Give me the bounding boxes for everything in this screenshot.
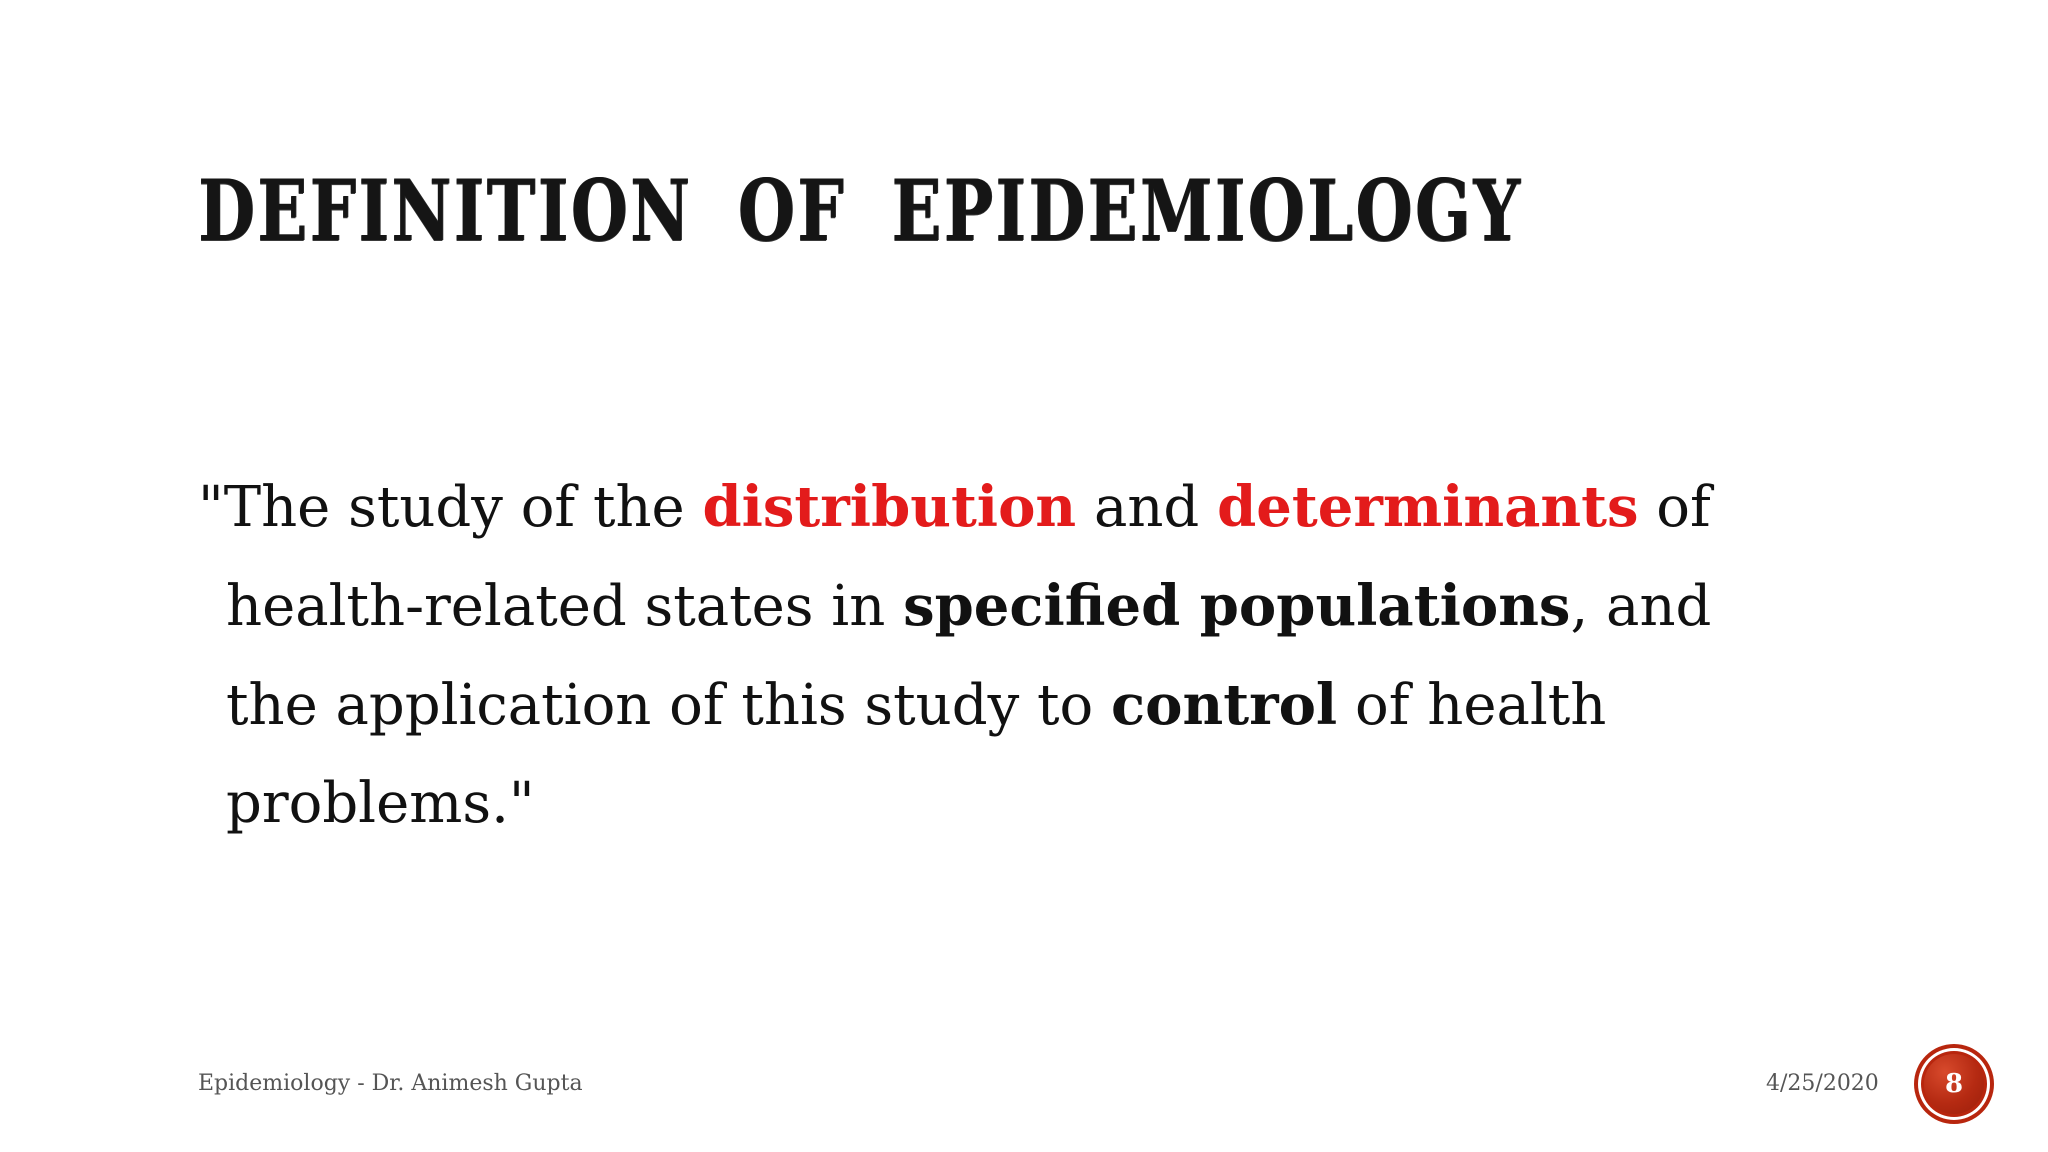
quote-text: the application of this study to [226, 673, 1112, 738]
title-word-epidemiology: EPIDEMIOLOGY [891, 161, 1523, 260]
footer-date: 4/25/2020 [1766, 1071, 1879, 1096]
page-number-badge [1918, 1048, 1990, 1120]
highlight-distribution: distribution [702, 474, 1077, 540]
bold-specified-populations: specified populations [903, 573, 1571, 639]
bold-control: control [1111, 672, 1338, 738]
quote-text: health-related states in [226, 574, 904, 639]
quote-text: of health [1337, 673, 1607, 738]
title-word-definition: DEFINITION [198, 161, 693, 260]
title-word-of: OF [737, 161, 846, 260]
quote-text: of [1638, 475, 1711, 540]
quote-line-1 [198, 458, 1858, 557]
highlight-determinants: determinants [1217, 474, 1639, 540]
quote-text: , and [1570, 574, 1712, 639]
footer-author: Epidemiology - Dr. Animesh Gupta [198, 1071, 583, 1096]
slide-title [198, 155, 1522, 267]
quote-text: "The study of the [198, 475, 703, 540]
quote-text: problems." [226, 771, 535, 836]
page-number: 8 [1944, 1069, 1964, 1099]
quote-line-2 [198, 557, 1858, 656]
definition-quote [198, 458, 1858, 853]
quote-line-3 [198, 656, 1858, 755]
quote-line-4 [198, 755, 1858, 853]
quote-text: and [1076, 475, 1218, 540]
